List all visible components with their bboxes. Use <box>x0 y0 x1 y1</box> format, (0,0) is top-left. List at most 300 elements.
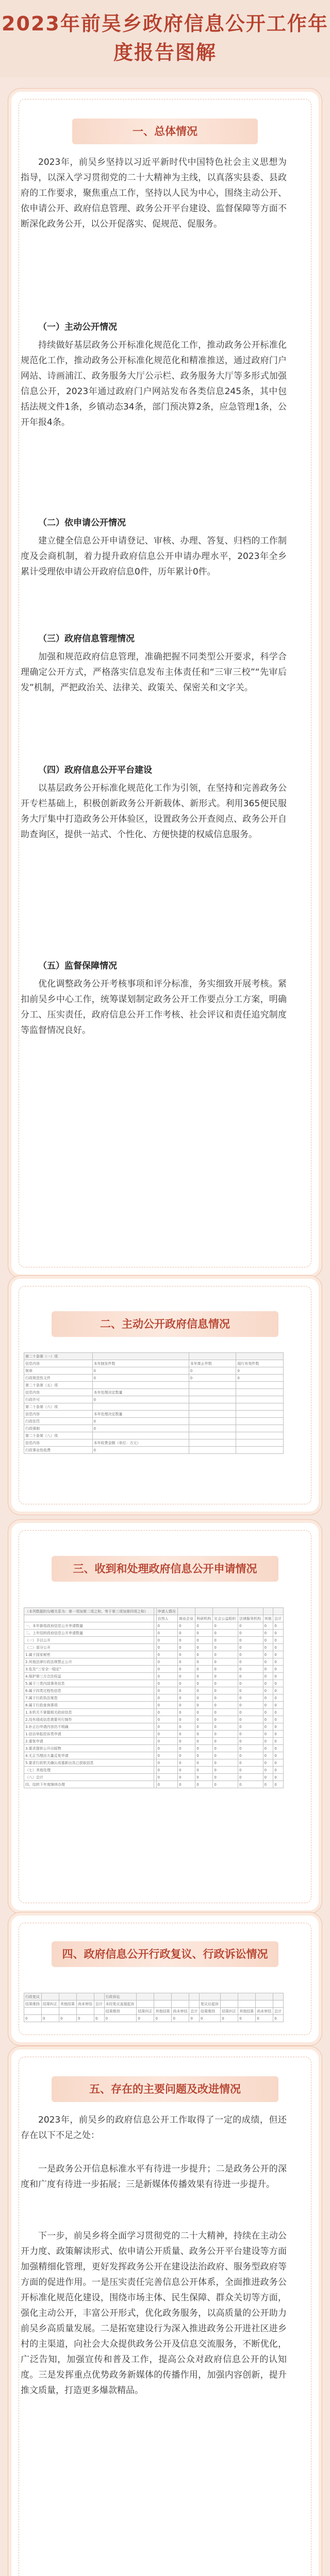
table-cell <box>236 1418 284 1425</box>
table-cell: 0 <box>94 2015 105 2022</box>
table-cell: 0 <box>195 1651 213 1658</box>
table-cell: 0 <box>238 1637 263 1644</box>
table-cell: 0 <box>195 1630 213 1637</box>
table-cell: 0 <box>156 1687 177 1694</box>
table-row <box>24 1651 284 1658</box>
table-cell: 0 <box>213 1680 238 1687</box>
table-cell: 0 <box>273 1709 284 1716</box>
table-row <box>24 1716 284 1723</box>
paragraph: 加强和规范政府信息管理，准确把握不同类型公开要求，科学合理确定公开方式，严格落实信息发布主体责任和“三审三校”“先审后发”机制，严把政治关、法律关、政策关、保密关和文字关。 <box>21 652 287 693</box>
table-cell <box>154 1993 172 2001</box>
table-cell: 0 <box>195 1687 213 1694</box>
table-row <box>24 1673 284 1680</box>
subheading: （三）政府信息管理情况 <box>38 634 135 644</box>
table-cell <box>236 1403 284 1411</box>
table-cell: 0 <box>172 2015 189 2022</box>
section-heading: 四、政府信息公开行政复议、行政诉讼情况 <box>52 1941 278 1967</box>
table-cell: 0 <box>263 1702 273 1709</box>
table-cell: 本年废止件数 <box>189 1360 236 1367</box>
table-row <box>24 1608 284 1615</box>
table-cell: （本列数据的勾稽关系为：第一项加第二项之和，等于第三项加第四项之和） <box>24 1608 154 1615</box>
table-cell: 0 <box>156 1644 177 1651</box>
table-cell: 5.要求行政机关确认或重新出具已获取信息 <box>24 1759 154 1767</box>
table-cell: 行政规范性文件 <box>24 1375 93 1382</box>
table-cell <box>189 1389 236 1396</box>
table-row <box>24 1439 284 1447</box>
table-cell <box>238 2001 256 2008</box>
table-row <box>24 1637 284 1644</box>
table-cell: 0 <box>238 1687 263 1694</box>
table-cell: 0 <box>195 1723 213 1731</box>
table-cell: 0 <box>238 1731 263 1738</box>
table-cell: 0 <box>273 1716 284 1723</box>
table-row <box>24 1432 284 1439</box>
table-row <box>24 1447 284 1454</box>
table-cell: 0 <box>263 1716 273 1723</box>
table-cell: 0 <box>263 1630 273 1637</box>
table-cell: 0 <box>238 1752 263 1759</box>
table-cell: 0 <box>92 1375 189 1382</box>
table-cell: 结果维持 <box>24 2001 42 2008</box>
table-cell <box>137 2001 154 2008</box>
table-row <box>24 1615 284 1622</box>
table-cell: 0 <box>178 1673 195 1680</box>
table-row <box>24 1644 284 1651</box>
table-row <box>24 2015 284 2022</box>
section-card-review <box>11 1916 319 2042</box>
table-cell <box>236 1411 284 1418</box>
table-cell: 结果纠正 <box>137 2008 154 2015</box>
table-cell: 0 <box>263 1759 273 1767</box>
table-cell: 0 <box>156 1781 177 1788</box>
table-cell: 0 <box>156 1673 177 1680</box>
table-cell: 0 <box>238 1774 263 1781</box>
table-row <box>24 1709 284 1716</box>
table-cell: 0 <box>195 1637 213 1644</box>
table-cell <box>273 1993 284 2001</box>
table-cell: 0 <box>236 1367 284 1375</box>
table-cell: 未经复议直接起诉 <box>104 2001 137 2008</box>
table-cell <box>189 1447 236 1454</box>
table-cell: 行政诉讼 <box>104 1993 137 2001</box>
table-cell: 0 <box>178 1745 195 1752</box>
table-cell: 0 <box>195 1716 213 1723</box>
table-cell: 0 <box>213 1622 238 1630</box>
table-row <box>24 1353 284 1360</box>
table-cell: 0 <box>273 1680 284 1687</box>
table-cell: 0 <box>195 1622 213 1630</box>
table-cell: 0 <box>273 1637 284 1644</box>
table-row <box>24 1425 284 1432</box>
table-row <box>24 2008 284 2015</box>
table-cell <box>236 1447 284 1454</box>
table-row <box>24 1738 284 1745</box>
table-cell <box>189 1353 236 1360</box>
table-cell: 总计 <box>189 2008 200 2015</box>
table-cell <box>195 1608 213 1615</box>
table-cell: 0 <box>238 1767 263 1774</box>
table-cell: 0 <box>156 1709 177 1716</box>
table-cell <box>77 2008 94 2015</box>
table-cell: 2.其他法律行政法规禁止公开 <box>24 1658 154 1666</box>
table-cell <box>238 1993 256 2001</box>
table-cell: 0 <box>213 1666 238 1673</box>
table-cell: 0 <box>238 1723 263 1731</box>
table-cell: 0 <box>195 1702 213 1709</box>
paragraph: 2023年，前吴乡坚持以习近平新时代中国特色社会主义思想为指导，以深入学习贯彻党的二十大精神为主线，以真落实县委、县政府的工作要求，聚焦重点工作，坚持以人民为中心，围绕主动公开、依申请公开、政府信息管理、政务公开平台建设、监督保障等方面不断深化政务公开，以公开促落实、促规范、促服务。 <box>21 157 287 229</box>
table-cell: 0 <box>156 1767 177 1774</box>
table-cell <box>236 1396 284 1403</box>
table-cell: 0 <box>263 1694 273 1702</box>
table-cell: 0 <box>195 1658 213 1666</box>
table-cell: 0 <box>238 2015 256 2022</box>
table-cell <box>238 1608 263 1615</box>
table-cell <box>273 1608 284 1615</box>
table-cell: 0 <box>178 1774 195 1781</box>
table-cell: 3.补正后申请内容仍不明确 <box>24 1723 154 1731</box>
table-cell: 0 <box>92 1425 189 1432</box>
table-cell <box>189 1439 236 1447</box>
table-cell: 0 <box>213 1709 238 1716</box>
table-cell: 0 <box>238 1738 263 1745</box>
table-cell: 0 <box>263 1673 273 1680</box>
table-cell: 0 <box>273 1781 284 1788</box>
table-cell <box>94 2008 105 2015</box>
table-cell: 0 <box>263 1738 273 1745</box>
table-cell: 行政许可 <box>24 1396 93 1403</box>
table-cell <box>189 2001 200 2008</box>
table-row <box>24 1781 284 1788</box>
table-cell <box>172 1993 189 2001</box>
table-cell: 0 <box>273 1767 284 1774</box>
table-cell <box>24 1615 154 1622</box>
table-cell: 0 <box>195 1680 213 1687</box>
table-cell: 0 <box>273 1774 284 1781</box>
table-cell <box>154 2001 172 2008</box>
table-cell: 0 <box>238 1709 263 1716</box>
table-cell: 0 <box>178 1630 195 1637</box>
table-cell: 尚未审结 <box>256 2008 273 2015</box>
table-row <box>24 1694 284 1702</box>
table-cell <box>189 1411 236 1418</box>
table-cell: 2.重复申请 <box>24 1738 154 1745</box>
table-cell: 0 <box>238 1658 263 1666</box>
table-cell: 0 <box>273 1673 284 1680</box>
table-cell: 0 <box>213 1745 238 1752</box>
table-cell <box>189 1382 236 1389</box>
table-cell: 0 <box>263 1622 273 1630</box>
table-cell: 0 <box>263 1767 273 1774</box>
table-cell <box>172 2001 189 2008</box>
table-cell: 结果维持 <box>104 2008 137 2015</box>
table-cell: 0 <box>263 1687 273 1694</box>
table-row <box>24 1403 284 1411</box>
table-cell: 0 <box>213 1774 238 1781</box>
table-row <box>24 1367 284 1375</box>
table-cell: （八）总计 <box>24 1774 154 1781</box>
paragraph: 下一步，前吴乡将全面学习贯彻党的二十大精神，持续在主动公开力度、政策解读形式、依申请公开质量、政务公开平台建设等方面加强精细化管理，更好发挥政务公开在建设法治政府、服务型政府等方面的促进作用。一是压实责任完善信息公开体系，全面推进政务公开标准化规范化建设，围绕市场主体、民生保障、群众关切等方面，强化主动公开，丰富公开形式，优化政务服务，以高质量的公开助力前吴乡高质量发展。二是拓宽建设行为深入推进政务公开进社区进乡村的主渠道，向社会大众提供政务公开及信息交流服务，不断优化，广泛告知，加强宣传和普及工作，提高公众对政府信息公开的认知度。三是发挥重点优势政务新媒体的传播作用，加强内容创新，提升推文质量，打造更多爆款精品。 <box>21 2231 287 2396</box>
table-row <box>24 1389 284 1396</box>
review-litigation-table <box>24 1993 284 2022</box>
table-cell: 0 <box>273 1630 284 1637</box>
table-row <box>24 1687 284 1694</box>
proactive-disclosure-table <box>24 1352 284 1454</box>
table-row <box>24 1774 284 1781</box>
table-cell: 0 <box>273 1666 284 1673</box>
table-cell: 0 <box>156 1759 177 1767</box>
section-heading: 五、存在的主要问题及改进情况 <box>52 2076 278 2102</box>
table-cell: 0 <box>213 1752 238 1759</box>
table-cell: 0 <box>156 1658 177 1666</box>
table-cell: 0 <box>263 1680 273 1687</box>
table-cell: 2.没有现成信息需要另行制作 <box>24 1716 154 1723</box>
table-cell: 四、结转下年度继续办理 <box>24 1781 154 1788</box>
table-row <box>24 1630 284 1637</box>
table-cell: 0 <box>263 1709 273 1716</box>
table-cell: 信息内容 <box>24 1439 93 1447</box>
table-cell: 0 <box>263 1745 273 1752</box>
table-cell: 社会公益组织 <box>213 1615 238 1622</box>
table-cell: 二、上年结转政府信息公开申请数量 <box>24 1630 154 1637</box>
table-cell: 第二十条第（五）项 <box>24 1382 93 1389</box>
table-cell: 0 <box>178 1651 195 1658</box>
table-cell: 0 <box>195 1738 213 1745</box>
table-cell: 0 <box>195 1745 213 1752</box>
table-cell: 复议后起诉 <box>200 2001 221 2008</box>
table-row <box>24 1767 284 1774</box>
table-cell: 行政事业性收费 <box>24 1447 93 1454</box>
table-cell: 尚未审结 <box>77 2001 94 2008</box>
table-cell: 0 <box>178 1752 195 1759</box>
table-cell: 0 <box>178 1680 195 1687</box>
section-heading: 一、总体情况 <box>72 118 258 144</box>
table-row <box>24 1752 284 1759</box>
table-cell: 0 <box>156 1666 177 1673</box>
table-cell: 0 <box>238 1630 263 1637</box>
table-cell: 0 <box>273 1687 284 1694</box>
table-cell <box>92 1432 189 1439</box>
table-cell: 0 <box>178 1716 195 1723</box>
table-cell: 0 <box>195 1767 213 1774</box>
table-cell: 0 <box>195 1731 213 1738</box>
table-cell <box>189 1418 236 1425</box>
table-cell: 0 <box>273 1723 284 1731</box>
table-cell: 0 <box>238 1680 263 1687</box>
table-row <box>24 1658 284 1666</box>
table-cell: 0 <box>195 1752 213 1759</box>
table-cell: 结果纠正 <box>221 2008 238 2015</box>
table-cell: 0 <box>77 2015 94 2022</box>
table-cell: 0 <box>221 2015 238 2022</box>
table-cell: 行政处罚 <box>24 1418 93 1425</box>
table-cell: 0 <box>42 2015 59 2022</box>
table-cell: 总计 <box>273 1615 284 1622</box>
table-cell: 0 <box>256 2015 273 2022</box>
table-cell: 0 <box>156 1752 177 1759</box>
table-cell <box>24 2008 42 2015</box>
table-cell <box>189 1396 236 1403</box>
table-cell: 0 <box>213 1702 238 1709</box>
table-cell: 0 <box>195 1673 213 1680</box>
table-cell: 0 <box>238 1644 263 1651</box>
table-cell: 0 <box>238 1651 263 1658</box>
table-cell: 结果纠正 <box>42 2001 59 2008</box>
table-cell: 1.信访举报投诉类申请 <box>24 1731 154 1738</box>
table-cell <box>59 2008 77 2015</box>
table-cell: 0 <box>178 1723 195 1731</box>
table-cell <box>236 1382 284 1389</box>
page-header <box>0 0 330 77</box>
table-cell: 0 <box>156 1702 177 1709</box>
table-cell: 0 <box>59 2015 77 2022</box>
subheading: （四）政府信息公开平台建设 <box>38 765 152 775</box>
table-cell: 0 <box>195 1759 213 1767</box>
table-cell: 0 <box>273 1752 284 1759</box>
table-cell: 0 <box>263 1781 273 1788</box>
table-cell: 0 <box>178 1702 195 1709</box>
table-cell: 商业企业 <box>178 1615 195 1622</box>
table-cell: 0 <box>238 1694 263 1702</box>
table-row <box>24 2001 284 2008</box>
table-cell: 4.无正当理由大量反复申请 <box>24 1752 154 1759</box>
application-handling-table <box>24 1607 284 1788</box>
table-cell <box>256 1993 273 2001</box>
table-cell <box>189 1993 200 2001</box>
page-title: 2023年前吴乡政府信息公开工作年度报告图解 <box>2 12 328 64</box>
table-cell: 1.本机关不掌握相关政府信息 <box>24 1709 154 1716</box>
table-cell: 0 <box>213 1781 238 1788</box>
table-cell: 其他结果 <box>154 2008 172 2015</box>
table-cell: 规章 <box>24 1367 93 1375</box>
table-cell: 0 <box>195 1666 213 1673</box>
table-cell: 0 <box>238 1702 263 1709</box>
table-cell: 0 <box>92 1367 189 1375</box>
table-cell: 0 <box>213 1716 238 1723</box>
table-cell: 0 <box>195 1781 213 1788</box>
table-cell: 0 <box>178 1622 195 1630</box>
table-cell: 0 <box>263 1731 273 1738</box>
table-cell: 0 <box>238 1666 263 1673</box>
table-cell: 0 <box>273 1644 284 1651</box>
table-cell: 0 <box>236 1375 284 1382</box>
table-cell: 信息内容 <box>24 1360 93 1367</box>
table-cell: 0 <box>178 1644 195 1651</box>
table-cell: 0 <box>178 1759 195 1767</box>
table-cell <box>42 2008 59 2015</box>
table-cell: 0 <box>263 1658 273 1666</box>
table-cell: 0 <box>213 1637 238 1644</box>
table-cell: 0 <box>178 1731 195 1738</box>
table-cell: 0 <box>273 1702 284 1709</box>
table-cell: 0 <box>273 1759 284 1767</box>
table-cell: 结果维持 <box>200 2008 221 2015</box>
table-cell: 0 <box>213 1658 238 1666</box>
table-cell: 0 <box>213 1738 238 1745</box>
table-row <box>24 1396 284 1403</box>
table-cell <box>92 1353 189 1360</box>
table-cell: 0 <box>263 1651 273 1658</box>
table-cell: 0 <box>156 1651 177 1658</box>
table-cell: 0 <box>238 1716 263 1723</box>
table-cell: 0 <box>178 1767 195 1774</box>
table-cell: 0 <box>238 1673 263 1680</box>
table-cell: 0 <box>200 2015 221 2022</box>
table-row <box>24 1759 284 1767</box>
table-cell: 0 <box>263 1666 273 1673</box>
table-cell: 0 <box>137 2015 154 2022</box>
table-cell: 0 <box>156 1774 177 1781</box>
table-cell: 0 <box>156 1723 177 1731</box>
table-cell: 0 <box>213 1731 238 1738</box>
table-cell: 其他结果 <box>59 2001 77 2008</box>
table-cell: 0 <box>156 1738 177 1745</box>
table-cell: 0 <box>273 1622 284 1630</box>
table-cell: 总计 <box>94 2001 105 2008</box>
table-row <box>24 1411 284 1418</box>
table-cell: 0 <box>156 1745 177 1752</box>
table-cell <box>213 1608 238 1615</box>
table-cell: 0 <box>92 1418 189 1425</box>
table-cell <box>221 2001 238 2008</box>
table-cell: 0 <box>92 1447 189 1454</box>
table-cell: 0 <box>238 1745 263 1752</box>
table-cell: 0 <box>213 1651 238 1658</box>
table-cell <box>137 1993 154 2001</box>
table-cell <box>273 2001 284 2008</box>
table-cell <box>236 1353 284 1360</box>
table-cell <box>189 1432 236 1439</box>
table-cell: 0 <box>273 1658 284 1666</box>
table-row <box>24 1731 284 1738</box>
table-cell: 0 <box>213 1630 238 1637</box>
table-cell: （七）其他处理 <box>24 1767 154 1774</box>
table-cell: 申请人情况 <box>156 1608 177 1615</box>
table-cell <box>189 1425 236 1432</box>
table-cell: 总计 <box>273 2008 284 2015</box>
table-cell: 5.属于三类内部事务信息 <box>24 1680 154 1687</box>
table-cell: 0 <box>178 1666 195 1673</box>
table-row <box>24 1360 284 1367</box>
table-cell: 第二十条第（六）项 <box>24 1403 93 1411</box>
table-cell: 0 <box>189 2015 200 2022</box>
paragraph: 建立健全信息公开申请登记、审核、办理、答复、归档的工作制度及会商机制，着力提升政府信息公开申请办理水平，2023年全乡累计受理依申请公开政府信息0件，历年累计0件。 <box>21 536 287 577</box>
table-cell: 0 <box>178 1687 195 1694</box>
table-cell: 本年处理决定数量 <box>92 1411 189 1418</box>
table-row <box>24 1702 284 1709</box>
table-cell: 0 <box>195 1694 213 1702</box>
table-cell: 0 <box>195 1644 213 1651</box>
table-cell: 0 <box>156 1622 177 1630</box>
table-cell: 0 <box>156 1694 177 1702</box>
paragraph: 2023年，前吴乡的政府信息公开工作取得了一定的成绩，但还存在以下不足之处： <box>21 2115 287 2141</box>
table-cell: 0 <box>273 1651 284 1658</box>
table-row <box>24 1745 284 1752</box>
table-cell: 0 <box>263 1752 273 1759</box>
table-cell: 一、本年新收政府信息公开申请数量 <box>24 1622 154 1630</box>
table-cell: 本年处理决定数量 <box>92 1389 189 1396</box>
table-cell <box>236 1432 284 1439</box>
paragraph: 优化调整政务公开考核事项和评分标准，务实细致开展考核。紧扣前吴乡中心工作，统筹谋划制定政务公开工作要点分工方案，明确分工、压实责任，政府信息公开工作考核、社会评议和责任追究制度等监督情况良好。 <box>21 979 287 1036</box>
table-cell: 0 <box>104 2015 137 2022</box>
table-row <box>24 1993 284 2001</box>
table-cell: 0 <box>92 1396 189 1403</box>
table-cell: 0 <box>213 1687 238 1694</box>
table-cell: 0 <box>156 1637 177 1644</box>
table-cell: 0 <box>195 1709 213 1716</box>
table-cell <box>263 1608 273 1615</box>
table-cell: 本年制发件数 <box>92 1360 189 1367</box>
table-cell: 0 <box>195 1774 213 1781</box>
